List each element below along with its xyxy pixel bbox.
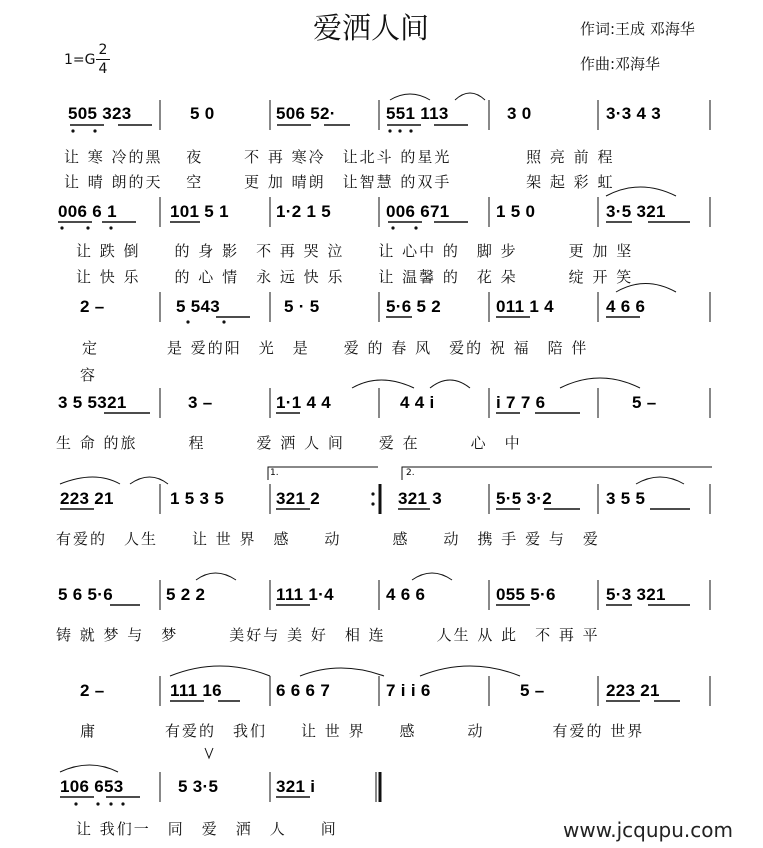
song-title: 爱洒人间 <box>313 11 430 45</box>
lyric-line-2a: 让 跌 倒 的 身 影 不 再 哭 泣 让 心中 的 脚 步 更 加 坚 <box>76 242 634 260</box>
measure-28: 321 3 <box>398 489 443 508</box>
composer-credit: 作曲:邓海华 <box>580 55 661 73</box>
slur <box>455 93 485 100</box>
slur <box>60 765 118 772</box>
measure-15: 5 · 5 <box>284 297 320 316</box>
measure-6: 3·3 4 3 <box>606 104 662 123</box>
volta-2-bracket <box>402 467 712 480</box>
slur <box>560 378 640 388</box>
lyric-line-3a: 定 是 爱的阳 光 是 爱 的 春 风 爱的 祝 福 陪 伴 <box>82 339 589 357</box>
octave-dot <box>86 226 89 229</box>
octave-dot <box>414 226 417 229</box>
measure-36: 5·3 321 <box>606 585 666 604</box>
measure-32: 5 2 2 <box>166 585 206 604</box>
measure-18: 4 6 6 <box>606 297 646 316</box>
time-signature-bottom: 4 <box>98 61 108 77</box>
measure-19: 3 5 5321 <box>58 393 127 412</box>
key-signature: 1=G <box>64 52 96 68</box>
measure-43: 106 653 <box>60 777 124 796</box>
measure-30: 3 5 5 <box>606 489 646 508</box>
lyric-line-1a: 让 寒 冷的黑 夜 不 再 寒冷 让北斗 的星光 照 亮 前 程 <box>64 148 615 166</box>
measure-14: 5 543 <box>176 297 221 316</box>
measure-40: 7 i i 6 <box>386 681 431 700</box>
octave-dot <box>121 802 124 805</box>
slur <box>616 284 676 293</box>
lyric-line-3b: 容 <box>80 366 98 384</box>
octave-dot <box>60 226 63 229</box>
measure-4: 551 113 <box>386 104 449 123</box>
measure-38: 111 16 <box>170 681 222 700</box>
measure-9: 1·2 1 5 <box>276 202 332 221</box>
repeat-dot <box>371 502 374 505</box>
octave-dot <box>409 129 412 132</box>
measure-22: 4 4 i <box>400 393 435 412</box>
slur <box>430 380 470 388</box>
measure-39: 6 6 6 7 <box>276 681 331 700</box>
slur <box>606 187 676 196</box>
lyric-line-8: 让 我们一 同 爱 洒 人 间 <box>76 820 338 838</box>
measure-2: 5 0 <box>190 104 215 123</box>
octave-dot <box>391 226 394 229</box>
measure-45: 321 i <box>276 777 316 796</box>
measure-13: 2 – <box>80 297 105 316</box>
measure-10: 006 671 <box>386 202 450 221</box>
lyric-line-6: 铸 就 梦 与 梦 美好与 美 好 相 连 人生 从 此 不 再 平 <box>56 626 600 644</box>
octave-dot <box>96 802 99 805</box>
lyricist-credit: 作词:王成 邓海华 <box>580 20 695 38</box>
measure-26: 1 5 3 5 <box>170 489 225 508</box>
measure-24: 5 – <box>632 393 657 412</box>
slur <box>196 573 236 580</box>
repeat-dot <box>371 492 374 495</box>
slur <box>60 477 120 484</box>
octave-dot <box>398 129 401 132</box>
lyric-line-2b: 让 快 乐 的 心 情 永 远 快 乐 让 温馨 的 花 朵 绽 开 笑 <box>76 268 634 286</box>
measure-17: 011 1 4 <box>496 297 554 316</box>
lyric-line-1b: 让 晴 朗的天 空 更 加 晴朗 让智慧 的双手 架 起 彩 虹 <box>64 173 615 191</box>
measure-42: 223 21 <box>606 681 660 700</box>
measure-25: 223 21 <box>60 489 114 508</box>
volta-1-bracket <box>268 467 378 480</box>
lyric-line-4: 生 命 的旅 程 爱 洒 人 间 爱 在 心 中 <box>56 434 522 452</box>
measure-41: 5 – <box>520 681 545 700</box>
measure-21: 1·1 4 4 <box>276 393 332 412</box>
measure-3: 506 52· <box>276 104 336 123</box>
site-watermark: www.jcqupu.com <box>563 818 733 842</box>
volta-2-label: 2. <box>406 468 415 478</box>
slur <box>412 573 452 580</box>
octave-dot <box>186 320 189 323</box>
measure-27: 321 2 <box>276 489 321 508</box>
octave-dot <box>74 802 77 805</box>
slur <box>300 668 384 676</box>
measure-16: 5·6 5 2 <box>386 297 442 316</box>
slur <box>170 666 270 676</box>
octave-dot <box>71 129 74 132</box>
octave-dot <box>222 320 225 323</box>
slur <box>636 477 684 484</box>
measure-33: 111 1·4 <box>276 585 334 604</box>
measure-35: 055 5·6 <box>496 585 556 604</box>
octave-dot <box>388 129 391 132</box>
measure-5: 3 0 <box>507 104 532 123</box>
time-signature-top: 2 <box>98 42 108 58</box>
measure-23: i 7 7 6 <box>496 393 546 412</box>
breath-mark <box>205 748 213 758</box>
measure-20: 3 – <box>188 393 213 412</box>
measure-44: 5 3·5 <box>178 777 219 796</box>
lyric-line-7: 庸 有爱的 我们 让 世 界 感 动 有爱的 世界 <box>80 722 645 740</box>
measure-1: 505 323 <box>68 104 132 123</box>
measure-31: 5 6 5·6 <box>58 585 114 604</box>
slur <box>130 477 168 484</box>
slur <box>352 380 414 388</box>
measure-12: 3·5 321 <box>606 202 666 221</box>
measure-8: 101 5 1 <box>170 202 229 221</box>
measure-11: 1 5 0 <box>496 202 536 221</box>
measure-37: 2 – <box>80 681 105 700</box>
octave-dot <box>109 802 112 805</box>
measure-7: 006 6 1 <box>58 202 117 221</box>
slur <box>420 666 520 676</box>
volta-1-label: 1. <box>270 468 279 478</box>
slur <box>390 94 430 100</box>
measure-29: 5·5 3·2 <box>496 489 552 508</box>
measure-34: 4 6 6 <box>386 585 426 604</box>
octave-dot <box>93 129 96 132</box>
octave-dot <box>109 226 112 229</box>
lyric-line-5: 有爱的 人生 让 世 界 感 动 感 动 携 手 爱 与 爱 <box>56 530 600 548</box>
